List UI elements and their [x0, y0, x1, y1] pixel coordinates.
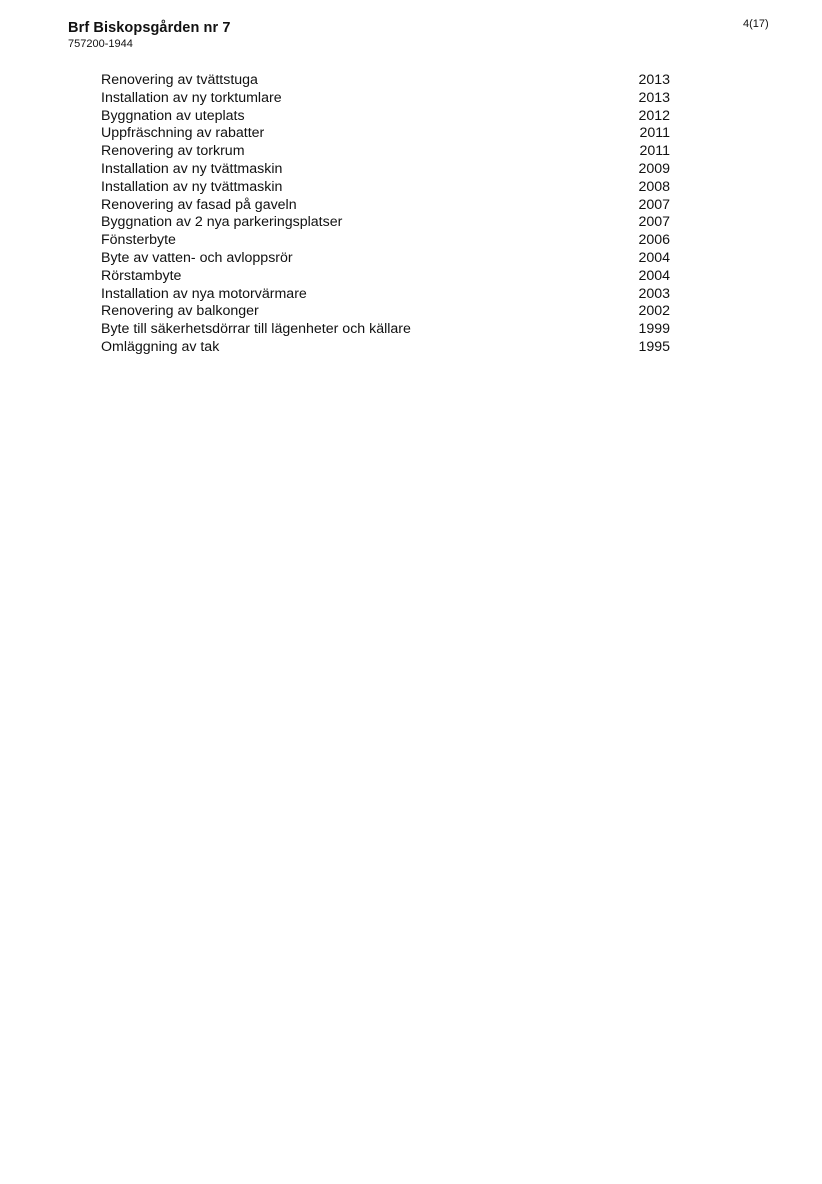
list-item	[101, 143, 675, 161]
task-label: Renovering av balkonger	[101, 303, 259, 320]
list-item	[101, 72, 675, 90]
task-year: 1999	[638, 321, 670, 338]
task-year: 2007	[638, 214, 670, 231]
task-year: 2013	[638, 89, 670, 106]
list-item	[101, 339, 675, 357]
task-year: 2013	[638, 72, 670, 88]
list-item	[101, 214, 675, 232]
task-year: 2008	[638, 178, 670, 195]
task-label: Renovering av torkrum	[101, 143, 245, 160]
task-label: Renovering av tvättstuga	[101, 72, 258, 88]
task-year: 2004	[638, 267, 670, 284]
task-label: Fönsterbyte	[101, 232, 176, 249]
list-item	[101, 179, 675, 197]
task-year: 2004	[638, 249, 670, 266]
task-year: 2002	[638, 303, 670, 320]
list-item	[101, 232, 675, 250]
task-label: Renovering av fasad på gaveln	[101, 196, 297, 213]
task-year: 2012	[638, 107, 670, 124]
list-item	[101, 268, 675, 286]
task-label: Byte av vatten- och avloppsrör	[101, 249, 293, 266]
task-label: Installation av nya motorvärmare	[101, 285, 307, 302]
task-year: 2003	[638, 285, 670, 302]
task-label: Rörstambyte	[101, 267, 182, 284]
list-item	[101, 125, 675, 143]
task-label: Omläggning av tak	[101, 338, 220, 355]
task-year: 2007	[638, 196, 670, 213]
list-item	[101, 286, 675, 304]
task-label: Installation av ny torktumlare	[101, 89, 282, 106]
task-year: 2011	[639, 143, 670, 160]
list-item	[101, 108, 675, 126]
list-item	[101, 250, 675, 268]
organization-number: 757200-1944	[68, 38, 133, 50]
list-item	[101, 90, 675, 108]
task-label: Byte till säkerhetsdörrar till lägenheter och källare	[101, 321, 411, 338]
task-year: 2006	[638, 232, 670, 249]
task-year: 2011	[639, 125, 670, 142]
list-item	[101, 303, 675, 321]
task-year: 2009	[638, 160, 670, 177]
task-year: 1995	[638, 338, 670, 355]
task-label: Byggnation av uteplats	[101, 107, 245, 124]
task-label: Byggnation av 2 nya parkeringsplatser	[101, 214, 343, 231]
list-item	[101, 197, 675, 215]
organization-name: Brf Biskopsgården nr 7	[68, 20, 231, 36]
task-label: Uppfräschning av rabatter	[101, 125, 265, 142]
list-item	[101, 321, 675, 339]
task-label: Installation av ny tvättmaskin	[101, 178, 283, 195]
page-number: 4(17)	[743, 18, 769, 30]
task-label: Installation av ny tvättmaskin	[101, 160, 283, 177]
maintenance-list	[101, 72, 675, 357]
list-item	[101, 161, 675, 179]
